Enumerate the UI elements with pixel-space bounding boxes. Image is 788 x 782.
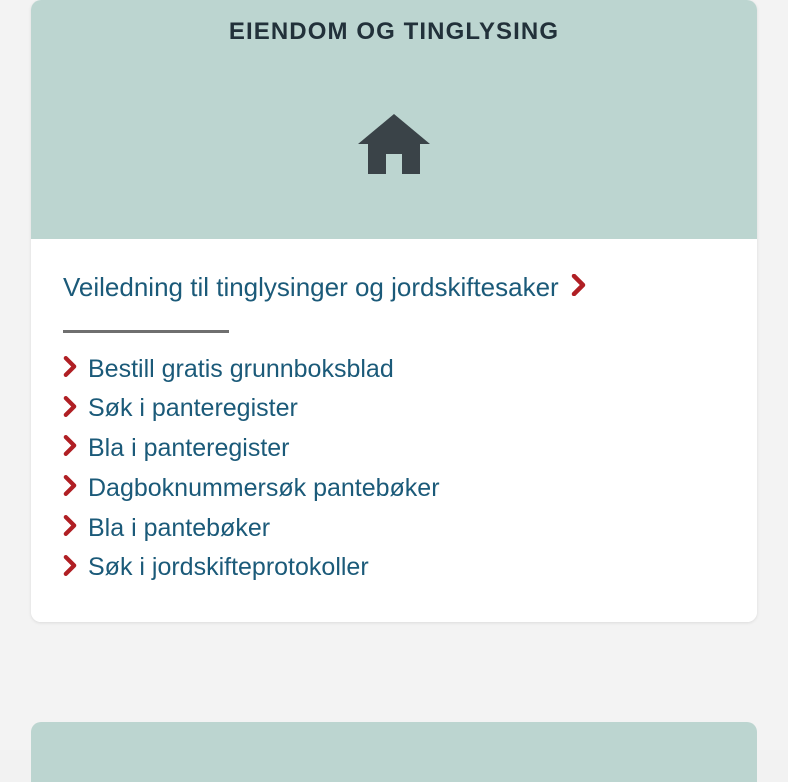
eiendom-og-tinglysing-card bbox=[31, 0, 757, 622]
list-item-label: Bla i panteregister bbox=[88, 434, 290, 463]
list-item[interactable] bbox=[63, 434, 725, 463]
chevron-right-icon bbox=[63, 435, 77, 461]
list-item[interactable] bbox=[63, 355, 725, 384]
list-item-label: Bla i pantebøker bbox=[88, 513, 271, 542]
chevron-right-icon bbox=[571, 274, 586, 301]
list-item-label: Bestill gratis grunnboksblad bbox=[88, 354, 394, 383]
guide-link[interactable] bbox=[63, 273, 725, 302]
chevron-right-icon bbox=[63, 515, 77, 541]
page-title: EIENDOM OG TINGLYSING bbox=[228, 18, 560, 45]
list-item[interactable] bbox=[63, 394, 725, 423]
chevron-right-icon bbox=[63, 475, 77, 501]
list-item-label: Søk i jordskifteprotokoller bbox=[88, 553, 369, 582]
next-card-peek bbox=[31, 722, 757, 782]
chevron-right-icon bbox=[63, 555, 77, 581]
list-item[interactable] bbox=[63, 474, 725, 503]
house-icon bbox=[31, 112, 757, 178]
list-item-label: Dagboknummersøk pantebøker bbox=[88, 473, 440, 502]
list-item[interactable] bbox=[63, 553, 725, 582]
link-list bbox=[63, 355, 725, 583]
divider bbox=[63, 330, 229, 333]
chevron-right-icon bbox=[63, 356, 77, 382]
list-item-label: Søk i panteregister bbox=[88, 394, 298, 423]
chevron-right-icon bbox=[63, 396, 77, 422]
guide-link-label: Veiledning til tinglysinger og jordskiftesaker bbox=[63, 272, 559, 302]
card-header bbox=[31, 0, 757, 239]
list-item[interactable] bbox=[63, 514, 725, 543]
card-body bbox=[31, 239, 757, 622]
